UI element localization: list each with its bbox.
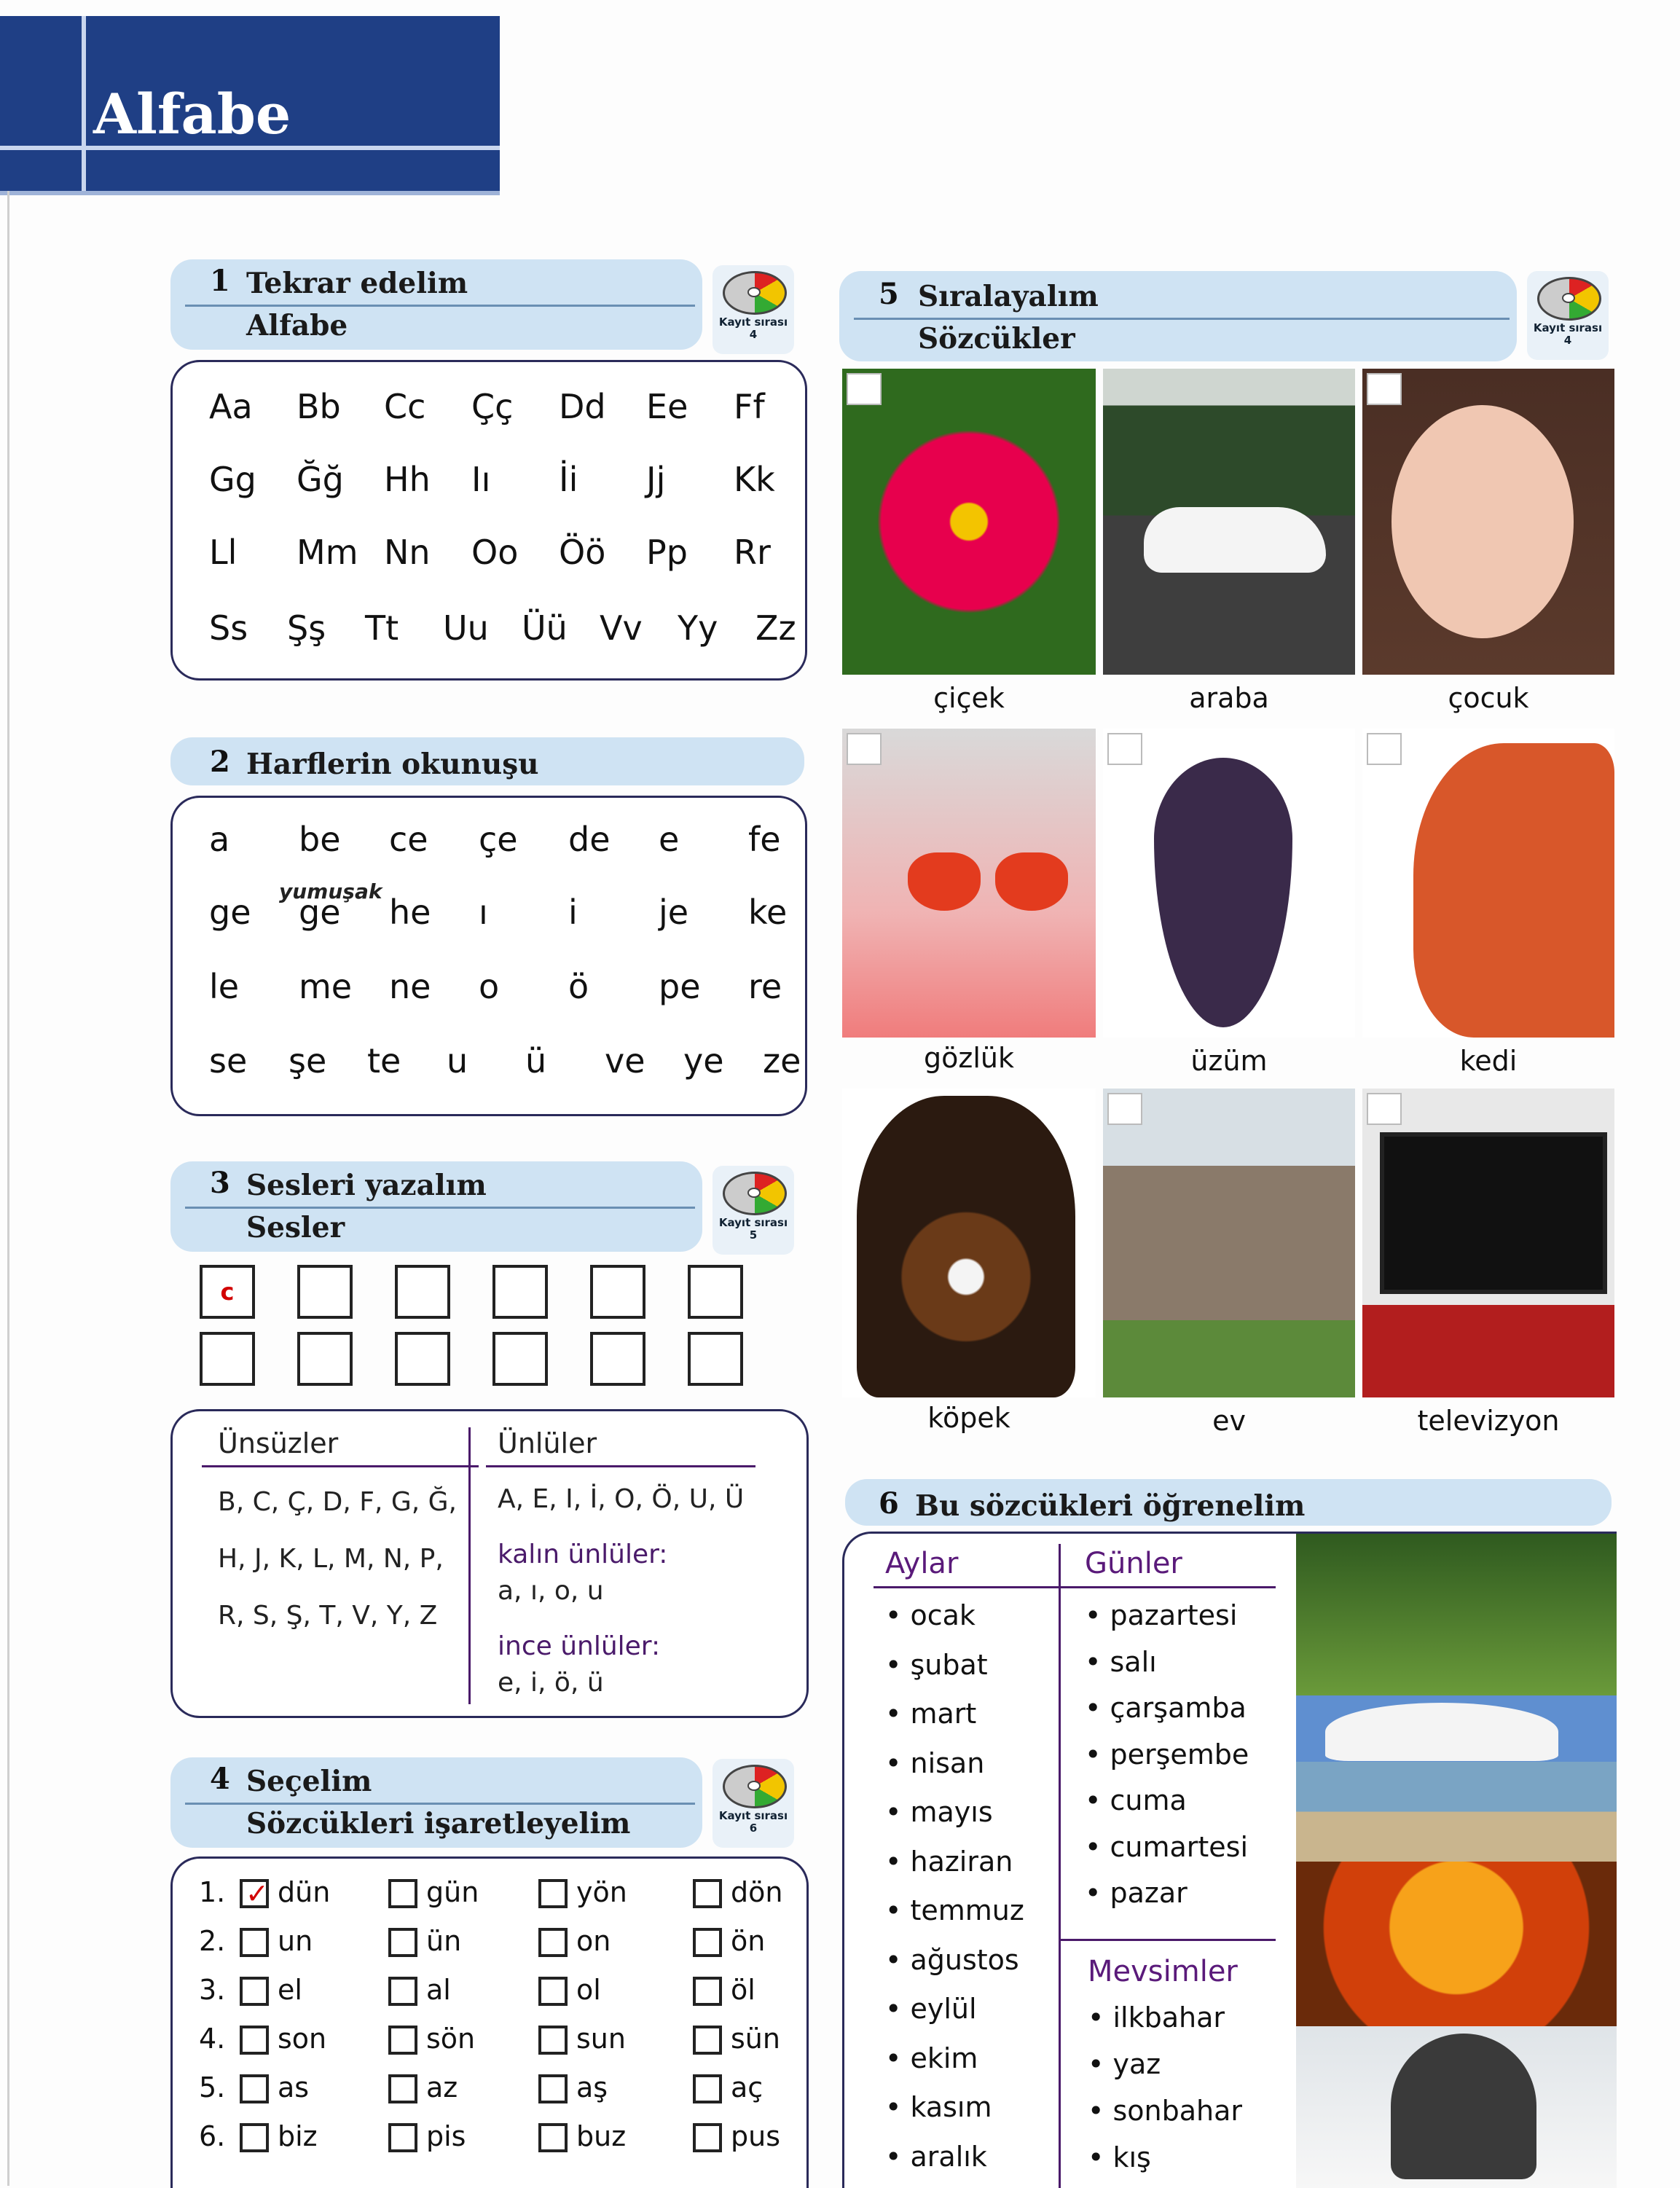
alphabet-letter: Gg <box>209 460 256 499</box>
word-option[interactable]: yön <box>576 1876 627 1908</box>
month-item: • ağustos <box>885 1943 1019 1976</box>
pronunciation-syllable: o <box>479 967 500 1006</box>
pronunciation-syllable: ne <box>389 967 431 1006</box>
season-item: • sonbahar <box>1088 2095 1243 2127</box>
section-3-header <box>170 1161 702 1252</box>
alphabet-letter: İi <box>559 460 578 499</box>
season-item: • yaz <box>1088 2048 1161 2080</box>
word-option[interactable]: al <box>426 1974 451 2006</box>
word-option[interactable]: aç <box>731 2071 764 2103</box>
checkbox-icon[interactable] <box>693 2026 722 2055</box>
alphabet-letter: Ss <box>209 608 248 648</box>
alphabet-box <box>170 360 807 681</box>
pronunciation-syllable: a <box>209 820 230 859</box>
photo-summer <box>1296 1695 1617 1862</box>
sound-input-box[interactable] <box>395 1332 450 1386</box>
alphabet-letter: Ff <box>734 387 765 426</box>
order-box[interactable] <box>1367 733 1402 765</box>
checkbox-icon[interactable] <box>693 2123 722 2152</box>
caption: köpek <box>927 1402 1010 1434</box>
alphabet-letter: Bb <box>297 387 341 426</box>
row-number: 2. <box>199 1925 226 1957</box>
word-option[interactable]: az <box>426 2071 458 2103</box>
section-title: Sıralayalım <box>918 280 1099 313</box>
order-box[interactable] <box>1107 1093 1142 1125</box>
checkbox-icon[interactable] <box>538 2123 568 2152</box>
section-title: Sesleri yazalım <box>246 1169 487 1202</box>
alphabet-letter: Uu <box>443 608 489 648</box>
alphabet-letter: Öö <box>559 533 606 572</box>
pronunciation-syllable: u <box>447 1041 468 1081</box>
alphabet-letter: Nn <box>384 533 431 572</box>
photo-child <box>1362 369 1614 675</box>
alphabet-letter: Iı <box>471 460 491 499</box>
section-number: 5 <box>879 277 899 311</box>
column-underline <box>874 1586 1070 1588</box>
order-box[interactable] <box>1107 733 1142 765</box>
seasons-title: Mevsimler <box>1088 1955 1238 1988</box>
month-item: • ekim <box>885 2042 978 2074</box>
sound-input-box[interactable] <box>688 1265 743 1319</box>
pronunciation-syllable: re <box>748 967 782 1006</box>
alphabet-letter: Ğğ <box>297 460 344 499</box>
section-2-header <box>170 737 804 785</box>
sound-input-box[interactable] <box>297 1332 353 1386</box>
alphabet-letter: Vv <box>600 608 643 648</box>
pronunciation-syllable: ı <box>479 893 488 932</box>
alphabet-letter: Mm <box>297 533 358 572</box>
alphabet-letter: Pp <box>646 533 688 572</box>
column-underline <box>202 1465 479 1467</box>
pronunciation-syllable: be <box>299 820 341 859</box>
alphabet-letter: Zz <box>755 608 796 648</box>
word-option[interactable]: gün <box>426 1876 479 1908</box>
pronunciation-syllable: de <box>568 820 611 859</box>
dog-shape <box>857 1096 1075 1397</box>
days-title: Günler <box>1085 1547 1182 1580</box>
cd-number: 4 <box>1563 334 1572 347</box>
checkbox-icon[interactable] <box>693 1879 722 1908</box>
day-item: • salı <box>1085 1645 1157 1678</box>
month-item: • ocak <box>885 1599 976 1631</box>
alphabet-letter: Yy <box>678 608 718 648</box>
sound-input-box[interactable] <box>590 1265 645 1319</box>
word-option[interactable]: ün <box>426 1925 462 1957</box>
header-divider <box>82 16 86 191</box>
section-number: 4 <box>210 1762 230 1796</box>
pronunciation-syllable: he <box>389 893 431 932</box>
section-5-header <box>839 271 1517 361</box>
pronunciation-syllable: i <box>568 893 578 932</box>
consonants-line: H, J, K, L, M, N, P, <box>218 1544 444 1574</box>
word-option[interactable]: as <box>278 2071 310 2103</box>
word-option[interactable]: dön <box>731 1876 783 1908</box>
photo-winter <box>1296 2026 1617 2188</box>
section-subtitle: Alfabe <box>246 309 348 342</box>
section-subtitle: Sesler <box>246 1211 345 1244</box>
checkbox-icon[interactable] <box>388 2123 417 2152</box>
column-underline <box>486 1465 755 1467</box>
word-option[interactable]: ön <box>731 1925 766 1957</box>
season-item: • kış <box>1088 2141 1151 2173</box>
pronunciation-syllable: ze <box>763 1041 801 1081</box>
audio-cd[interactable] <box>713 1166 794 1255</box>
checkbox-icon[interactable] <box>240 1928 269 1957</box>
cd-number: 6 <box>749 1822 758 1835</box>
pronunciation-syllable: pe <box>659 967 701 1006</box>
word-option[interactable]: el <box>278 1974 302 2006</box>
checkbox-icon[interactable] <box>693 2074 722 2103</box>
vowels-title: Ünlüler <box>498 1427 597 1459</box>
sound-letter: c <box>220 1278 235 1306</box>
checkbox-icon[interactable] <box>388 1977 417 2006</box>
sound-input-box[interactable] <box>200 1265 255 1319</box>
photo-grapes <box>1103 729 1355 1038</box>
cd-label: Kayıt sırası <box>718 315 788 329</box>
checkbox-icon[interactable] <box>388 1928 417 1957</box>
back-vowels-label: kalın ünlüler: <box>498 1540 668 1569</box>
checkbox-icon[interactable] <box>693 1928 722 1957</box>
word-option[interactable]: öl <box>731 1974 755 2006</box>
cd-label: Kayıt sırası <box>718 1809 788 1822</box>
word-option[interactable]: pis <box>426 2120 466 2152</box>
checkbox-icon[interactable] <box>388 1879 417 1908</box>
pronunciation-syllable: şe <box>288 1041 327 1081</box>
photo-car <box>1103 369 1355 675</box>
check-mark-icon: ✓ <box>246 1878 269 1910</box>
order-box[interactable] <box>847 733 882 765</box>
month-item: • temmuz <box>885 1894 1024 1926</box>
word-option[interactable]: sön <box>426 2023 476 2055</box>
pronunciation-syllable: ö <box>568 967 589 1006</box>
pronunciation-syllable: çe <box>479 820 518 859</box>
checkbox-icon[interactable] <box>240 1879 269 1908</box>
alphabet-letter: Jj <box>646 460 666 499</box>
sound-input-box[interactable] <box>395 1265 450 1319</box>
order-box[interactable] <box>1367 373 1402 405</box>
section-divider <box>185 1207 695 1209</box>
word-option[interactable]: un <box>278 1925 313 1957</box>
checkbox-icon[interactable] <box>240 2123 269 2152</box>
month-item: • kasım <box>885 2091 992 2123</box>
word-option[interactable]: buz <box>576 2120 627 2152</box>
page-margin-rule <box>7 191 9 2186</box>
alphabet-letter: Tt <box>365 608 399 648</box>
pronunciation-syllable: te <box>367 1041 401 1081</box>
photo-glasses <box>842 729 1096 1038</box>
cat-shape <box>1413 743 1614 1038</box>
pronunciation-syllable: ce <box>389 820 428 859</box>
day-item: • pazar <box>1085 1877 1188 1909</box>
pronunciation-box <box>170 796 807 1116</box>
front-vowels: e, i, ö, ü <box>498 1668 604 1698</box>
pronunciation-syllable: me <box>299 967 353 1006</box>
checkbox-icon[interactable] <box>538 1879 568 1908</box>
lens-left <box>908 852 981 911</box>
lens-right <box>995 852 1068 911</box>
alphabet-letter: Kk <box>734 460 775 499</box>
month-item: • şubat <box>885 1648 988 1681</box>
word-option[interactable]: on <box>576 1925 611 1957</box>
sounds-table <box>170 1409 809 1718</box>
section-title: Harflerin okunuşu <box>246 748 539 781</box>
alphabet-letter: Oo <box>471 533 519 572</box>
car-shape <box>1144 507 1326 573</box>
section-number: 1 <box>210 264 230 298</box>
month-item: • mayıs <box>885 1796 993 1828</box>
day-item: • pazartesi <box>1085 1599 1238 1631</box>
checkbox-icon[interactable] <box>240 2026 269 2055</box>
alphabet-letter: Çç <box>471 387 514 426</box>
page-header <box>0 16 500 195</box>
word-option[interactable]: sun <box>576 2023 626 2055</box>
pronunciation-syllable: je <box>659 893 689 932</box>
alphabet-letter: Aa <box>209 387 253 426</box>
word-option[interactable]: pus <box>731 2120 781 2152</box>
alphabet-letter: Ll <box>209 533 238 572</box>
row-number: 5. <box>199 2071 226 2103</box>
checkbox-icon[interactable] <box>388 2074 417 2103</box>
day-item: • cumartesi <box>1085 1830 1249 1863</box>
order-box[interactable] <box>1367 1093 1402 1125</box>
caption: ev <box>1212 1405 1246 1437</box>
pronunciation-syllable: ye <box>683 1041 724 1081</box>
section-4-header <box>170 1757 702 1848</box>
vowels-line: A, E, I, İ, O, Ö, U, Ü <box>498 1484 745 1514</box>
note-yumusak: yumuşak <box>279 879 382 903</box>
order-box[interactable] <box>847 373 882 405</box>
pronunciation-syllable: ge <box>299 893 341 932</box>
grapes-shape <box>1154 758 1292 1027</box>
pronunciation-syllable: e <box>659 820 680 859</box>
audio-cd[interactable] <box>713 1759 794 1848</box>
pronunciation-syllable: le <box>209 967 240 1006</box>
alphabet-letter: Dd <box>559 387 606 426</box>
word-option[interactable]: ol <box>576 1974 601 2006</box>
pronunciation-syllable: fe <box>748 820 781 859</box>
pronunciation-syllable: se <box>209 1041 248 1081</box>
cd-icon <box>723 271 787 315</box>
caption: çocuk <box>1448 682 1529 714</box>
page-title: Alfabe <box>93 82 291 146</box>
photo-flower <box>842 369 1096 675</box>
season-item: • ilkbahar <box>1088 2001 1225 2034</box>
sound-input-box[interactable] <box>492 1265 548 1319</box>
section-divider <box>185 1803 695 1805</box>
alphabet-letter: Üü <box>522 608 568 648</box>
checkbox-icon[interactable] <box>538 2074 568 2103</box>
word-option[interactable]: aş <box>576 2071 608 2103</box>
sound-input-box[interactable] <box>200 1332 255 1386</box>
section-6-header <box>845 1479 1612 1526</box>
cd-icon <box>1537 277 1601 321</box>
caption: televizyon <box>1417 1405 1560 1437</box>
word-option[interactable]: sün <box>731 2023 780 2055</box>
sound-input-box[interactable] <box>590 1332 645 1386</box>
section-divider <box>854 318 1510 320</box>
day-item: • çarşamba <box>1085 1692 1247 1724</box>
cd-icon <box>723 1172 787 1215</box>
checkbox-icon[interactable] <box>538 1977 568 2006</box>
umbrella-shape <box>1325 1703 1558 1761</box>
photo-spring <box>1296 1534 1617 1695</box>
checkbox-icon[interactable] <box>693 1977 722 2006</box>
vocabulary-box <box>842 1532 1617 2188</box>
alphabet-letter: Ee <box>646 387 688 426</box>
pronunciation-syllable: ge <box>209 893 251 932</box>
section-1-header <box>170 259 702 350</box>
month-item: • mart <box>885 1698 977 1730</box>
consonants-line: B, C, Ç, D, F, G, Ğ, <box>218 1487 457 1517</box>
word-option[interactable]: son <box>278 2023 327 2055</box>
cd-icon <box>723 1765 787 1808</box>
checkbox-icon[interactable] <box>240 2074 269 2103</box>
photo-cat <box>1362 729 1614 1038</box>
checkbox-icon[interactable] <box>240 1977 269 2006</box>
section-title: Bu sözcükleri öğrenelim <box>915 1489 1306 1523</box>
checkbox-icon[interactable] <box>388 2026 417 2055</box>
sound-input-box[interactable] <box>688 1332 743 1386</box>
section-title: Tekrar edelim <box>246 267 468 300</box>
checkbox-icon[interactable] <box>538 1928 568 1957</box>
row-number: 6. <box>199 2120 226 2152</box>
pronunciation-syllable: ve <box>605 1041 645 1081</box>
back-vowels: a, ı, o, u <box>498 1576 604 1606</box>
caption: kedi <box>1459 1045 1518 1077</box>
month-item: • aralık <box>885 2140 987 2173</box>
column-divider <box>468 1427 471 1704</box>
word-option[interactable]: biz <box>278 2120 318 2152</box>
month-item: • eylül <box>885 1993 977 2025</box>
month-item: • haziran <box>885 1845 1013 1878</box>
row-number: 1. <box>199 1876 226 1908</box>
section-number: 2 <box>210 745 230 779</box>
photo-tv <box>1362 1089 1614 1397</box>
row-number: 3. <box>199 1974 226 2006</box>
cd-number: 5 <box>749 1228 758 1242</box>
month-item: • nisan <box>885 1746 985 1779</box>
front-vowels-label: ince ünlüler: <box>498 1631 661 1661</box>
caption: çiçek <box>933 682 1005 714</box>
caption: üzüm <box>1190 1045 1268 1077</box>
cd-number: 4 <box>749 328 758 341</box>
day-item: • cuma <box>1085 1784 1187 1816</box>
choose-words-box <box>170 1856 809 2188</box>
alphabet-letter: Hh <box>384 460 431 499</box>
photo-house <box>1103 1089 1355 1397</box>
tv-shape <box>1380 1132 1607 1294</box>
audio-cd[interactable] <box>713 265 794 354</box>
days-seasons-divider <box>1060 1939 1276 1941</box>
audio-cd[interactable] <box>1527 271 1609 360</box>
caption: araba <box>1189 682 1269 714</box>
pronunciation-syllable: ke <box>748 893 788 932</box>
section-subtitle: Sözcükleri işaretleyelim <box>246 1807 631 1840</box>
consonants-title: Ünsüzler <box>218 1427 339 1459</box>
column-divider <box>1059 1544 1061 2188</box>
section-divider <box>185 305 695 307</box>
checkbox-icon[interactable] <box>538 2026 568 2055</box>
tree-shape <box>1391 2034 1536 2179</box>
alphabet-letter: Cc <box>384 387 426 426</box>
section-number: 6 <box>879 1486 899 1521</box>
section-title: Seçelim <box>246 1765 372 1798</box>
cd-label: Kayıt sırası <box>718 1216 788 1229</box>
day-item: • perşembe <box>1085 1738 1249 1771</box>
photo-dog <box>842 1089 1096 1397</box>
section-number: 3 <box>210 1166 230 1200</box>
word-option[interactable]: dün <box>278 1876 331 1908</box>
sound-input-box[interactable] <box>297 1265 353 1319</box>
consonants-line: R, S, Ş, T, V, Y, Z <box>218 1601 438 1631</box>
alphabet-letter: Şş <box>287 608 326 648</box>
section-subtitle: Sözcükler <box>918 322 1075 356</box>
caption: gözlük <box>924 1042 1014 1074</box>
pronunciation-syllable: ü <box>525 1041 547 1081</box>
cd-label: Kayıt sırası <box>1533 321 1603 334</box>
photo-autumn <box>1296 1862 1617 2026</box>
alphabet-letter: Rr <box>734 533 771 572</box>
sound-input-box[interactable] <box>492 1332 548 1386</box>
face-shape <box>1392 405 1574 638</box>
row-number: 4. <box>199 2023 226 2055</box>
months-title: Aylar <box>885 1547 959 1580</box>
column-underline <box>1060 1586 1276 1588</box>
